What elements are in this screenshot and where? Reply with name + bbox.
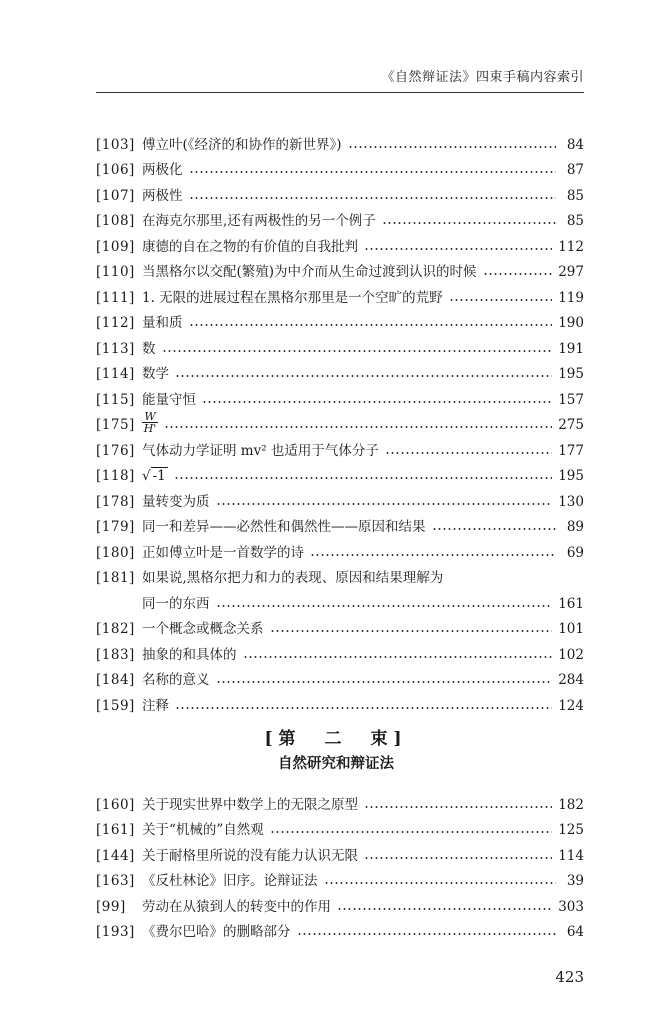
entry-number: [184] bbox=[96, 672, 135, 688]
entry-page: 177 bbox=[558, 442, 584, 459]
toc-entry bbox=[96, 511, 584, 537]
entry-page: 157 bbox=[558, 391, 584, 408]
toc-entry bbox=[96, 434, 584, 460]
leader-dots bbox=[189, 169, 557, 175]
leader-dots bbox=[162, 348, 553, 354]
fraction-denominator: H' bbox=[143, 422, 157, 435]
entry-title: 同一和差异——必然性和偶然性——原因和结果 bbox=[142, 519, 426, 535]
entry-page: 102 bbox=[558, 646, 584, 663]
toc-entry bbox=[96, 230, 584, 256]
sqrt-sign: √ bbox=[142, 468, 151, 484]
entry-page: 297 bbox=[558, 264, 584, 280]
entry-title: 关于耐格里所说的没有能力认识无限 bbox=[142, 847, 358, 864]
entry-title: 关于现实世界中数学上的无限之原型 bbox=[142, 796, 358, 813]
entry-page: 87 bbox=[566, 162, 584, 178]
toc-entry bbox=[96, 613, 584, 639]
entry-number: [183] bbox=[96, 646, 135, 663]
toc-entry bbox=[96, 205, 584, 231]
toc-list-bundle-1 bbox=[96, 128, 584, 715]
leader-dots bbox=[216, 679, 553, 685]
leader-dots bbox=[270, 829, 552, 835]
entry-number: [181] bbox=[96, 570, 135, 586]
leader-dots bbox=[364, 804, 552, 810]
toc-entry bbox=[96, 638, 584, 664]
entry-title: 量和质 bbox=[142, 315, 183, 331]
toc-entry bbox=[96, 814, 584, 840]
toc-entry bbox=[96, 664, 584, 690]
leader-dots bbox=[364, 246, 552, 252]
entry-page: 101 bbox=[558, 621, 584, 637]
entry-number: [175] bbox=[96, 417, 135, 433]
toc-entry bbox=[96, 256, 584, 282]
entry-line-2 bbox=[96, 587, 584, 613]
entry-page: 84 bbox=[566, 136, 584, 153]
fraction-numerator: W bbox=[144, 410, 156, 423]
entry-number: [176] bbox=[96, 442, 135, 459]
entry-number: [113] bbox=[96, 340, 135, 357]
entry-title: 关于“机械的”自然观 bbox=[142, 822, 264, 838]
entry-number: [161] bbox=[96, 822, 135, 838]
entry-title: 在海克尔那里,还有两极性的另一个例子 bbox=[142, 213, 376, 229]
entry-page: 85 bbox=[566, 187, 584, 204]
entry-number: [180] bbox=[96, 544, 135, 561]
leader-dots bbox=[324, 880, 557, 886]
entry-page: 284 bbox=[558, 672, 584, 688]
entry-number: [110] bbox=[96, 264, 135, 280]
sqrt-radicand: -1 bbox=[152, 468, 166, 484]
leader-dots bbox=[432, 526, 557, 532]
sqrt-formula bbox=[142, 467, 168, 484]
entry-number: [115] bbox=[96, 391, 135, 408]
toc-entry bbox=[96, 839, 584, 865]
entry-number: [109] bbox=[96, 238, 135, 255]
entry-page: 275 bbox=[558, 417, 584, 433]
toc-entry bbox=[96, 383, 584, 409]
entry-page: 195 bbox=[558, 366, 584, 382]
entry-page: 124 bbox=[558, 697, 584, 714]
leader-dots bbox=[202, 399, 552, 405]
entry-page: 303 bbox=[558, 898, 584, 915]
leader-dots bbox=[164, 424, 552, 430]
fraction-formula bbox=[142, 411, 158, 434]
entry-page: 191 bbox=[558, 340, 584, 357]
entry-title: 数 bbox=[142, 340, 156, 357]
leader-dots bbox=[175, 705, 552, 711]
leader-dots bbox=[174, 475, 552, 481]
section-subtitle: 自然研究和辩证法 bbox=[278, 756, 394, 772]
entry-number: [111] bbox=[96, 289, 135, 306]
entry-title: 劳动在从猿到人的转变中的作用 bbox=[142, 898, 331, 915]
entry-number: [118] bbox=[96, 468, 135, 484]
toc-entry bbox=[96, 281, 584, 307]
entry-page: 64 bbox=[566, 924, 584, 940]
entry-title: 名称的意义 bbox=[142, 672, 210, 688]
toc-entry bbox=[96, 179, 584, 205]
entry-number: [99] bbox=[96, 898, 126, 915]
toc-entry bbox=[96, 409, 584, 435]
toc-entry bbox=[96, 307, 584, 333]
toc-entry bbox=[96, 916, 584, 942]
leader-dots bbox=[189, 195, 557, 201]
entry-number: [107] bbox=[96, 187, 135, 204]
leader-dots bbox=[297, 931, 557, 937]
entry-title bbox=[142, 411, 164, 434]
leader-dots bbox=[243, 654, 553, 660]
toc-entry bbox=[96, 485, 584, 511]
entry-number: [103] bbox=[96, 136, 135, 153]
leader-dots bbox=[364, 855, 552, 861]
entry-title: 《费尔巴哈》的删略部分 bbox=[142, 924, 291, 940]
leader-dots bbox=[382, 220, 556, 226]
entry-title: 量转变为质 bbox=[142, 493, 210, 510]
running-head: 《自然辩证法》四束手稿内容索引 bbox=[381, 70, 584, 85]
leader-dots bbox=[216, 501, 553, 507]
entry-title: 正如傅立叶是一首数学的诗 bbox=[142, 544, 304, 561]
leader-dots bbox=[449, 297, 553, 303]
toc-entry bbox=[96, 890, 584, 916]
entry-page: 182 bbox=[558, 796, 584, 813]
entry-page: 39 bbox=[566, 873, 584, 889]
entry-title-continued: 同一的东西 bbox=[142, 595, 210, 612]
entry-title: 两极化 bbox=[142, 162, 183, 178]
toc-entry bbox=[96, 689, 584, 715]
entry-number: [108] bbox=[96, 213, 135, 229]
entry-page: 112 bbox=[558, 238, 584, 255]
entry-number: [182] bbox=[96, 621, 135, 637]
entry-title bbox=[142, 467, 174, 485]
entry-title: 数学 bbox=[142, 366, 169, 382]
entry-number: [106] bbox=[96, 162, 135, 178]
leader-dots bbox=[270, 628, 553, 634]
entry-line-1 bbox=[96, 562, 584, 588]
entry-page: 114 bbox=[558, 847, 584, 864]
entry-number: [160] bbox=[96, 796, 135, 813]
leader-dots bbox=[216, 603, 553, 609]
entry-title: 康德的自在之物的有价值的自我批判 bbox=[142, 238, 358, 255]
entry-page: 89 bbox=[566, 519, 584, 535]
leader-dots bbox=[483, 271, 553, 277]
entry-number: [178] bbox=[96, 493, 135, 510]
leader-dots bbox=[337, 906, 552, 912]
toc-entry bbox=[96, 788, 584, 814]
entry-title: 当黑格尔以交配(繁殖)为中介而从生命过渡到认识的时候 bbox=[142, 264, 477, 280]
leader-dots bbox=[189, 322, 553, 328]
entry-page: 69 bbox=[566, 544, 584, 561]
entry-number: [193] bbox=[96, 924, 135, 940]
entry-title: 傅立叶(《经济的和协作的新世界》) bbox=[142, 136, 342, 153]
toc-entry bbox=[96, 536, 584, 562]
entry-page: 190 bbox=[558, 315, 584, 331]
leader-dots bbox=[310, 552, 556, 558]
entry-title: 一个概念或概念关系 bbox=[142, 621, 264, 637]
entry-title: 两极性 bbox=[142, 187, 183, 204]
header-rule bbox=[96, 92, 584, 93]
entry-title: 抽象的和具体的 bbox=[142, 646, 237, 663]
entry-title: 如果说,黑格尔把力和力的表现、原因和结果理解为 bbox=[142, 570, 444, 586]
section-heading: [第 二 束] bbox=[264, 729, 408, 749]
toc-entry bbox=[96, 358, 584, 384]
entry-number: [163] bbox=[96, 873, 135, 889]
entry-number: [114] bbox=[96, 366, 135, 382]
leader-dots bbox=[385, 450, 552, 456]
entry-number: [159] bbox=[96, 697, 135, 714]
toc-entry bbox=[96, 332, 584, 358]
entry-title: 注释 bbox=[142, 697, 169, 714]
entry-number: [179] bbox=[96, 519, 135, 535]
entry-page: 119 bbox=[558, 289, 584, 306]
toc-entry bbox=[96, 562, 584, 613]
toc-entry bbox=[96, 128, 584, 154]
entry-page: 125 bbox=[558, 822, 584, 838]
entry-page: 85 bbox=[566, 213, 584, 229]
entry-title: 气体动力学证明 mv² 也适用于气体分子 bbox=[142, 442, 379, 459]
entry-title: 能量守恒 bbox=[142, 391, 196, 408]
leader-dots bbox=[175, 373, 552, 379]
entry-title: 1. 无限的进展过程在黑格尔那里是一个空旷的荒野 bbox=[142, 289, 443, 306]
entry-page: 195 bbox=[558, 468, 584, 484]
toc-entry bbox=[96, 154, 584, 180]
toc-entry bbox=[96, 865, 584, 891]
toc-list-bundle-2 bbox=[96, 788, 584, 941]
toc-entry bbox=[96, 460, 584, 486]
entry-title: 《反杜林论》旧序。论辩证法 bbox=[142, 873, 318, 889]
entry-page: 161 bbox=[558, 595, 584, 612]
page-number: 423 bbox=[555, 968, 584, 986]
leader-dots bbox=[348, 144, 556, 150]
entry-number: [112] bbox=[96, 315, 135, 331]
entry-number: [144] bbox=[96, 847, 135, 864]
entry-page: 130 bbox=[558, 493, 584, 510]
